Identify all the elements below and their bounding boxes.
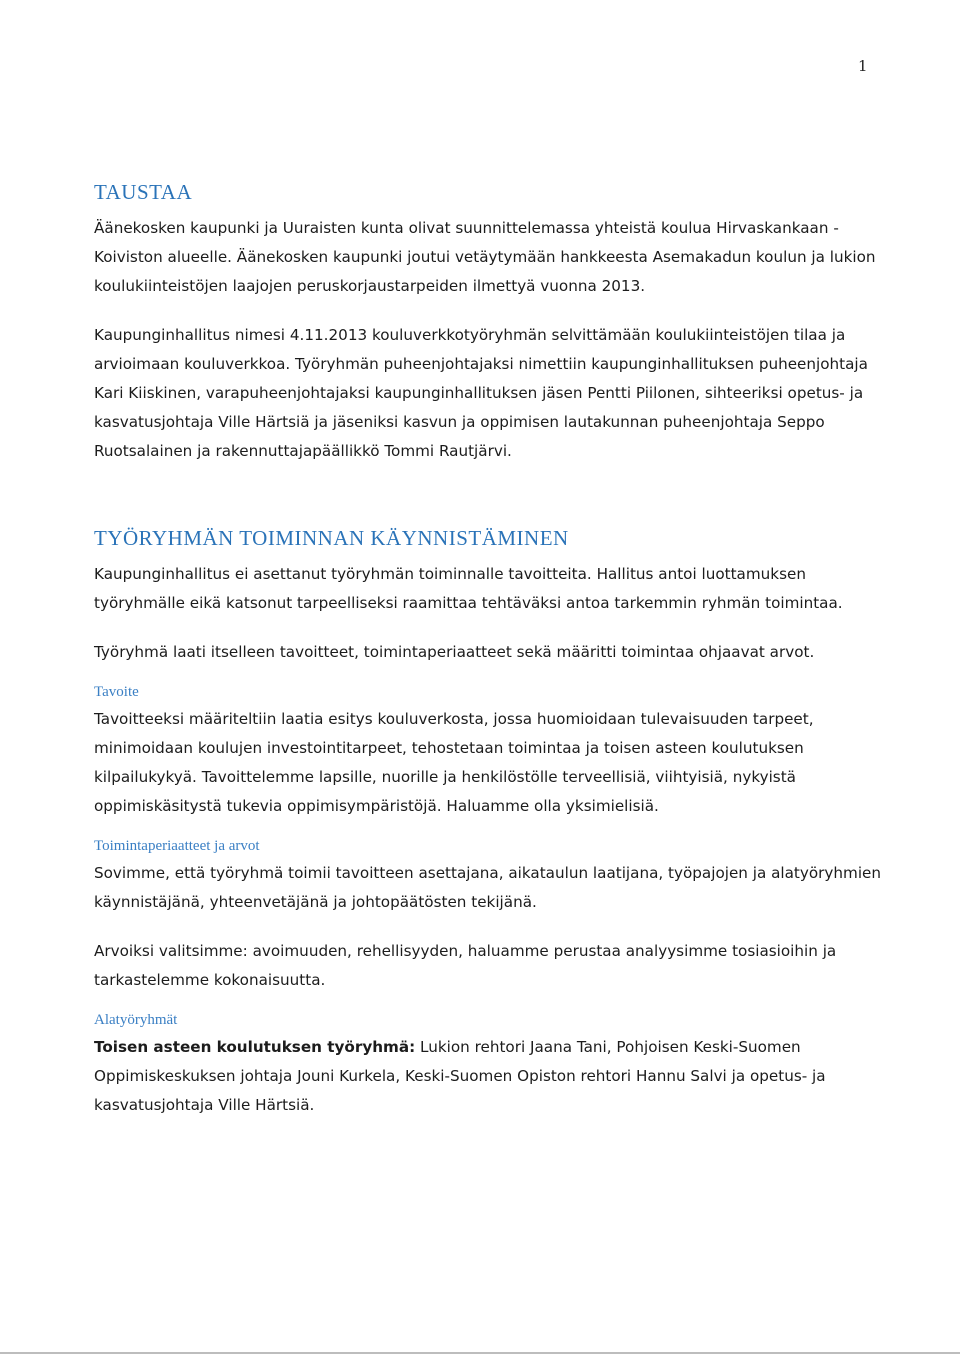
paragraph-taustaa-1: Äänekosken kaupunki ja Uuraisten kunta olivat suunnittelemassa yhteistä koulua Hirvaskankaan -Koiviston alueelle. Äänekosken kaupunki joutui vetäytymään hankkeesta Asemakadun koulun ja lukion koulukiinteistöjen laajojen peruskorjaustarpeiden ilmettyä vuonna 2013. <box>94 219 876 295</box>
scan-edge-line <box>0 1352 960 1354</box>
paragraph-tavoite: Tavoitteeksi määriteltiin laatia esitys kouluverkosta, jossa huomioidaan tulevaisuuden tarpeet, minimoidaan koulujen investointitarpeet, tehostetaan toimintaa ja toisen asteen koulutuksen kilpailukykyä. Tavoittelemme lapsille, nuorille ja henkilöstölle terveellisiä, viihtyisiä, nykyistä oppimiskäsitystä tukevia oppimisympäristöjä. Haluamme olla yksimielisiä. <box>94 710 814 815</box>
heading-tavoite: Tavoite <box>94 684 139 700</box>
heading-taustaa: TAUSTAA <box>94 180 193 204</box>
paragraph-toiminta-2: Työryhmä laati itselleen tavoitteet, toimintaperiaatteet sekä määritti toimintaa ohjaavat arvot. <box>94 643 815 661</box>
paragraph-toiminta-1: Kaupunginhallitus ei asettanut työryhmän toiminnalle tavoitteita. Hallitus antoi luottamuksen työryhmälle eikä katsonut tarpeelliseksi raamittaa tehtäväksi antoa tarkemmin ryhmän toimintaa. <box>94 565 843 612</box>
group-label: Toisen asteen koulutuksen työryhmä: <box>94 1038 416 1056</box>
paragraph-taustaa-2: Kaupunginhallitus nimesi 4.11.2013 kouluverkkotyöryhmän selvittämään koulukiinteistöjen tilaa ja arvioimaan kouluverkkoa. Työryhmän puheenjohtajaksi nimettiin kaupunginhallituksen puheenjohtaja Kari Kiiskinen, varapuheenjohtajaksi kaupunginhallituksen jäsen Pentti Piilonen, sihteeriksi opetus- ja kasvatusjohtaja Ville Härtsiä ja jäseniksi kasvun ja oppimisen lautakunnan puheenjohtaja Seppo Ruotsalainen ja rakennuttajapäällikkö Tommi Rautjärvi. <box>94 326 868 460</box>
paragraph-periaatteet-1: Sovimme, että työryhmä toimii tavoitteen asettajana, aikataulun laatijana, työpajojen ja alatyöryhmien käynnistäjänä, yhteenvetäjänä ja johtopäätösten tekijänä. <box>94 864 882 911</box>
heading-toimintaperiaatteet: Toimintaperiaatteet ja arvot <box>94 838 260 854</box>
heading-toiminnan-kaynnistaminen: TYÖRYHMÄN TOIMINNAN KÄYNNISTÄMINEN <box>94 526 569 550</box>
paragraph-alatyoryhma <box>94 1033 884 1120</box>
page-number: 1 <box>858 57 868 75</box>
group-text: Lukion rehtori Jaana Tani, Pohjoisen Keski-Suomen Oppimiskeskuksen johtaja Jouni Kurkela, Keski-Suomen Opiston rehtori Hannu Salvi ja opetus- ja kasvatusjohtaja Ville Härtsiä. <box>94 1038 826 1114</box>
document-body <box>94 178 884 1120</box>
paragraph-periaatteet-2: Arvoiksi valitsimme: avoimuuden, rehellisyyden, haluamme perustaa analyysimme tosiasioihin ja tarkastelemme kokonaisuutta. <box>94 942 837 989</box>
heading-alatyoryhmat: Alatyöryhmät <box>94 1012 178 1028</box>
